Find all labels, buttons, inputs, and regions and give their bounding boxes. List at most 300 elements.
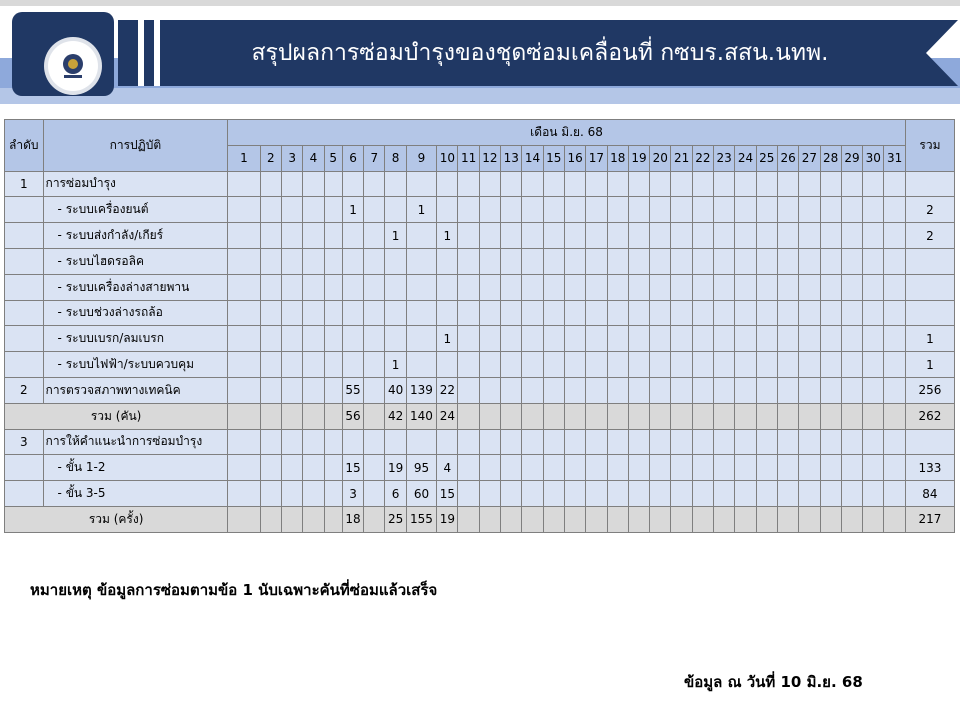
day-cell bbox=[564, 171, 585, 197]
day-cell bbox=[282, 326, 303, 352]
day-cell bbox=[501, 481, 522, 507]
day-cell bbox=[324, 481, 342, 507]
day-cell bbox=[324, 300, 342, 326]
day-cell bbox=[884, 455, 905, 481]
day-cell bbox=[628, 455, 649, 481]
day-cell bbox=[841, 481, 862, 507]
day-cell bbox=[714, 352, 735, 378]
day-cell bbox=[324, 377, 342, 403]
day-cell bbox=[282, 455, 303, 481]
day-cell bbox=[841, 300, 862, 326]
day-cell bbox=[735, 455, 756, 481]
day-cell bbox=[692, 197, 713, 223]
day-cell: 15 bbox=[342, 455, 363, 481]
day-cell: 6 bbox=[385, 481, 406, 507]
day-cell bbox=[228, 300, 260, 326]
row-total: 133 bbox=[905, 455, 954, 481]
day-cell bbox=[260, 300, 281, 326]
day-cell bbox=[777, 403, 798, 429]
day-cell bbox=[501, 377, 522, 403]
col-task-header: การปฏิบัติ bbox=[43, 120, 228, 172]
day-cell: 139 bbox=[406, 377, 436, 403]
footnote: หมายเหตุ ข้อมูลการซ่อมตามข้อ 1 นับเฉพาะคันที่ซ่อมแล้วเสร็จ bbox=[30, 581, 438, 599]
day-header: 8 bbox=[385, 145, 406, 171]
day-cell bbox=[650, 429, 671, 455]
day-cell bbox=[324, 506, 342, 532]
day-cell bbox=[501, 429, 522, 455]
day-cell bbox=[799, 326, 820, 352]
day-cell bbox=[522, 326, 543, 352]
day-cell bbox=[799, 403, 820, 429]
day-cell bbox=[324, 197, 342, 223]
day-cell bbox=[501, 300, 522, 326]
day-cell bbox=[714, 223, 735, 249]
day-cell bbox=[735, 171, 756, 197]
day-cell bbox=[406, 326, 436, 352]
day-cell bbox=[735, 481, 756, 507]
day-cell bbox=[228, 506, 260, 532]
day-cell bbox=[692, 455, 713, 481]
day-cell bbox=[884, 223, 905, 249]
day-cell bbox=[884, 429, 905, 455]
day-cell bbox=[522, 429, 543, 455]
total-row bbox=[5, 403, 955, 429]
day-cell bbox=[564, 403, 585, 429]
day-header: 4 bbox=[303, 145, 324, 171]
day-header: 17 bbox=[586, 145, 607, 171]
day-cell bbox=[564, 300, 585, 326]
day-cell: 15 bbox=[437, 481, 458, 507]
day-cell bbox=[628, 197, 649, 223]
day-cell bbox=[692, 506, 713, 532]
day-cell bbox=[863, 455, 884, 481]
day-header: 16 bbox=[564, 145, 585, 171]
day-cell bbox=[735, 352, 756, 378]
day-cell bbox=[820, 455, 841, 481]
day-cell bbox=[692, 403, 713, 429]
day-cell bbox=[671, 197, 692, 223]
day-cell bbox=[458, 481, 479, 507]
day-cell bbox=[260, 197, 281, 223]
day-cell bbox=[458, 403, 479, 429]
day-cell bbox=[820, 326, 841, 352]
day-cell bbox=[607, 274, 628, 300]
day-cell bbox=[586, 481, 607, 507]
day-cell bbox=[714, 197, 735, 223]
day-cell bbox=[777, 171, 798, 197]
table-row bbox=[5, 223, 955, 249]
day-cell bbox=[671, 429, 692, 455]
day-cell bbox=[501, 352, 522, 378]
day-cell bbox=[607, 481, 628, 507]
day-cell bbox=[671, 377, 692, 403]
day-cell bbox=[586, 429, 607, 455]
day-cell bbox=[714, 403, 735, 429]
day-cell bbox=[820, 352, 841, 378]
day-cell bbox=[303, 171, 324, 197]
day-cell bbox=[564, 326, 585, 352]
day-cell bbox=[260, 223, 281, 249]
row-task: - ระบบเครื่องยนต์ bbox=[43, 197, 228, 223]
row-total: 84 bbox=[905, 481, 954, 507]
day-cell bbox=[303, 352, 324, 378]
day-cell bbox=[303, 274, 324, 300]
day-cell bbox=[884, 377, 905, 403]
day-cell bbox=[543, 352, 564, 378]
day-cell bbox=[282, 300, 303, 326]
day-cell bbox=[364, 403, 385, 429]
day-cell bbox=[342, 326, 363, 352]
day-cell bbox=[692, 223, 713, 249]
day-cell bbox=[799, 248, 820, 274]
day-cell bbox=[671, 481, 692, 507]
day-cell: 155 bbox=[406, 506, 436, 532]
day-cell bbox=[543, 223, 564, 249]
page-title: สรุปผลการซ่อมบำรุงของชุดซ่อมเคลื่อนที่ กซบร.สสน.นทพ. bbox=[251, 40, 829, 66]
day-cell bbox=[756, 326, 777, 352]
table-row bbox=[5, 171, 955, 197]
day-cell bbox=[756, 300, 777, 326]
day-cell bbox=[437, 300, 458, 326]
day-cell bbox=[406, 248, 436, 274]
day-cell bbox=[260, 326, 281, 352]
day-cell bbox=[282, 377, 303, 403]
day-cell bbox=[364, 429, 385, 455]
day-cell bbox=[282, 403, 303, 429]
day-cell bbox=[543, 300, 564, 326]
day-cell bbox=[692, 377, 713, 403]
row-task: - ระบบส่งกำลัง/เกียร์ bbox=[43, 223, 228, 249]
day-cell bbox=[777, 326, 798, 352]
day-cell bbox=[458, 429, 479, 455]
day-cell bbox=[607, 352, 628, 378]
table-row bbox=[5, 481, 955, 507]
day-cell bbox=[324, 248, 342, 274]
day-cell bbox=[501, 506, 522, 532]
day-cell bbox=[628, 352, 649, 378]
day-cell bbox=[735, 429, 756, 455]
day-cell bbox=[841, 506, 862, 532]
day-header: 22 bbox=[692, 145, 713, 171]
day-cell bbox=[364, 326, 385, 352]
day-header: 6 bbox=[342, 145, 363, 171]
day-cell bbox=[671, 274, 692, 300]
day-cell bbox=[458, 223, 479, 249]
day-cell bbox=[437, 274, 458, 300]
day-cell bbox=[228, 248, 260, 274]
day-cell bbox=[501, 455, 522, 481]
day-cell bbox=[820, 300, 841, 326]
day-cell bbox=[586, 352, 607, 378]
row-order bbox=[5, 326, 44, 352]
day-cell bbox=[650, 274, 671, 300]
day-cell bbox=[628, 403, 649, 429]
day-cell bbox=[799, 300, 820, 326]
day-cell bbox=[607, 455, 628, 481]
day-cell bbox=[863, 274, 884, 300]
day-cell bbox=[228, 326, 260, 352]
day-cell bbox=[777, 377, 798, 403]
day-cell bbox=[607, 326, 628, 352]
day-cell bbox=[607, 248, 628, 274]
day-cell bbox=[522, 481, 543, 507]
col-month-header: เดือน มิ.ย. 68 bbox=[228, 120, 906, 146]
day-header: 9 bbox=[406, 145, 436, 171]
row-total bbox=[905, 248, 954, 274]
day-cell: 24 bbox=[437, 403, 458, 429]
day-cell bbox=[324, 455, 342, 481]
day-cell bbox=[406, 429, 436, 455]
day-cell bbox=[841, 248, 862, 274]
day-cell bbox=[607, 300, 628, 326]
day-cell bbox=[260, 377, 281, 403]
day-cell bbox=[607, 197, 628, 223]
day-cell bbox=[735, 274, 756, 300]
row-total: 2 bbox=[905, 197, 954, 223]
row-order bbox=[5, 248, 44, 274]
day-cell bbox=[564, 248, 585, 274]
day-header: 25 bbox=[756, 145, 777, 171]
day-cell bbox=[671, 300, 692, 326]
day-cell bbox=[884, 326, 905, 352]
day-cell bbox=[437, 171, 458, 197]
day-cell bbox=[884, 274, 905, 300]
day-cell bbox=[522, 197, 543, 223]
col-total-header: รวม bbox=[905, 120, 954, 172]
day-cell bbox=[650, 300, 671, 326]
day-cell bbox=[820, 248, 841, 274]
table-row bbox=[5, 326, 955, 352]
day-cell bbox=[650, 481, 671, 507]
table-row bbox=[5, 300, 955, 326]
day-cell bbox=[841, 352, 862, 378]
day-cell bbox=[564, 274, 585, 300]
day-cell bbox=[282, 197, 303, 223]
row-total bbox=[905, 429, 954, 455]
day-cell: 19 bbox=[385, 455, 406, 481]
day-cell bbox=[735, 197, 756, 223]
day-cell bbox=[692, 481, 713, 507]
row-total: 256 bbox=[905, 377, 954, 403]
day-cell bbox=[714, 274, 735, 300]
title-arrow-icon bbox=[918, 20, 958, 86]
maintenance-summary-table bbox=[4, 119, 955, 533]
row-task: การซ่อมบำรุง bbox=[43, 171, 228, 197]
table-row bbox=[5, 248, 955, 274]
day-cell bbox=[863, 248, 884, 274]
day-cell bbox=[756, 223, 777, 249]
day-cell bbox=[437, 429, 458, 455]
day-cell bbox=[260, 481, 281, 507]
day-cell bbox=[884, 403, 905, 429]
header-band-light bbox=[0, 88, 960, 104]
day-cell bbox=[543, 248, 564, 274]
row-task: การให้คำแนะนำการซ่อมบำรุง bbox=[43, 429, 228, 455]
day-cell bbox=[586, 248, 607, 274]
day-cell bbox=[479, 274, 500, 300]
day-cell bbox=[564, 455, 585, 481]
day-cell bbox=[543, 377, 564, 403]
day-cell bbox=[628, 481, 649, 507]
day-cell bbox=[692, 248, 713, 274]
day-header: 11 bbox=[458, 145, 479, 171]
day-cell bbox=[799, 223, 820, 249]
day-cell bbox=[799, 481, 820, 507]
row-task: การตรวจสภาพทางเทคนิค bbox=[43, 377, 228, 403]
table-row bbox=[5, 455, 955, 481]
day-header: 10 bbox=[437, 145, 458, 171]
day-cell bbox=[543, 403, 564, 429]
day-cell bbox=[479, 429, 500, 455]
day-header: 26 bbox=[777, 145, 798, 171]
day-header: 28 bbox=[820, 145, 841, 171]
day-cell bbox=[522, 455, 543, 481]
day-cell bbox=[884, 171, 905, 197]
day-cell bbox=[820, 197, 841, 223]
day-cell bbox=[303, 248, 324, 274]
day-cell bbox=[735, 377, 756, 403]
row-order bbox=[5, 197, 44, 223]
day-cell bbox=[364, 223, 385, 249]
day-cell bbox=[564, 506, 585, 532]
day-cell bbox=[342, 223, 363, 249]
day-cell bbox=[479, 455, 500, 481]
day-cell bbox=[342, 429, 363, 455]
day-cell bbox=[228, 429, 260, 455]
as-of-date: ข้อมูล ณ วันที่ 10 มิ.ย. 68 bbox=[684, 673, 863, 691]
row-task: - ระบบไฟฟ้า/ระบบควบคุม bbox=[43, 352, 228, 378]
day-cell bbox=[303, 326, 324, 352]
day-cell bbox=[564, 197, 585, 223]
day-cell bbox=[501, 223, 522, 249]
day-cell bbox=[777, 248, 798, 274]
day-cell bbox=[863, 171, 884, 197]
table-row bbox=[5, 377, 955, 403]
day-cell bbox=[756, 481, 777, 507]
day-cell bbox=[501, 274, 522, 300]
day-cell bbox=[303, 481, 324, 507]
day-cell bbox=[777, 274, 798, 300]
day-header: 2 bbox=[260, 145, 281, 171]
day-cell bbox=[458, 326, 479, 352]
day-header: 18 bbox=[607, 145, 628, 171]
total-row bbox=[5, 506, 955, 532]
day-cell bbox=[714, 377, 735, 403]
day-cell: 40 bbox=[385, 377, 406, 403]
day-cell bbox=[479, 171, 500, 197]
day-cell bbox=[479, 300, 500, 326]
day-cell bbox=[303, 403, 324, 429]
day-cell bbox=[324, 326, 342, 352]
day-cell bbox=[324, 223, 342, 249]
day-cell bbox=[303, 506, 324, 532]
day-cell bbox=[479, 352, 500, 378]
day-cell bbox=[628, 377, 649, 403]
day-cell: 60 bbox=[406, 481, 436, 507]
day-cell bbox=[650, 506, 671, 532]
day-cell bbox=[714, 171, 735, 197]
day-header: 27 bbox=[799, 145, 820, 171]
day-cell bbox=[564, 429, 585, 455]
day-cell bbox=[303, 377, 324, 403]
day-header: 29 bbox=[841, 145, 862, 171]
row-order bbox=[5, 223, 44, 249]
day-cell bbox=[799, 506, 820, 532]
day-cell bbox=[628, 274, 649, 300]
logo-frame bbox=[12, 12, 114, 96]
day-cell bbox=[692, 300, 713, 326]
day-cell bbox=[479, 377, 500, 403]
day-cell bbox=[479, 248, 500, 274]
row-task: - ระบบเบรก/ลมเบรก bbox=[43, 326, 228, 352]
day-cell bbox=[671, 248, 692, 274]
day-cell bbox=[799, 429, 820, 455]
day-cell: 1 bbox=[437, 326, 458, 352]
day-cell bbox=[820, 506, 841, 532]
day-cell bbox=[437, 248, 458, 274]
day-cell: 18 bbox=[342, 506, 363, 532]
day-cell bbox=[260, 171, 281, 197]
day-cell bbox=[777, 506, 798, 532]
day-cell: 1 bbox=[385, 352, 406, 378]
day-cell bbox=[841, 171, 862, 197]
day-cell bbox=[714, 506, 735, 532]
day-cell bbox=[437, 197, 458, 223]
day-cell bbox=[820, 403, 841, 429]
day-cell bbox=[342, 300, 363, 326]
day-cell bbox=[735, 300, 756, 326]
row-order bbox=[5, 352, 44, 378]
day-cell bbox=[303, 223, 324, 249]
day-cell bbox=[364, 197, 385, 223]
day-cell bbox=[228, 403, 260, 429]
day-cell bbox=[364, 171, 385, 197]
day-cell bbox=[342, 352, 363, 378]
day-cell: 1 bbox=[342, 197, 363, 223]
day-header: 3 bbox=[282, 145, 303, 171]
day-cell bbox=[756, 506, 777, 532]
day-cell bbox=[364, 248, 385, 274]
day-cell bbox=[735, 223, 756, 249]
day-cell bbox=[863, 326, 884, 352]
day-header: 24 bbox=[735, 145, 756, 171]
day-cell bbox=[324, 274, 342, 300]
day-cell bbox=[799, 352, 820, 378]
day-cell bbox=[820, 481, 841, 507]
day-cell bbox=[364, 300, 385, 326]
day-cell bbox=[650, 248, 671, 274]
day-cell bbox=[714, 300, 735, 326]
day-cell: 56 bbox=[342, 403, 363, 429]
day-cell bbox=[777, 429, 798, 455]
day-cell bbox=[364, 352, 385, 378]
row-task: - ขั้น 1-2 bbox=[43, 455, 228, 481]
day-cell bbox=[522, 506, 543, 532]
day-cell bbox=[628, 506, 649, 532]
day-cell bbox=[406, 274, 436, 300]
day-header: 5 bbox=[324, 145, 342, 171]
day-cell bbox=[714, 481, 735, 507]
day-cell bbox=[303, 197, 324, 223]
day-cell bbox=[650, 171, 671, 197]
day-cell bbox=[522, 171, 543, 197]
day-cell bbox=[586, 300, 607, 326]
day-cell bbox=[522, 300, 543, 326]
day-cell bbox=[458, 171, 479, 197]
day-cell bbox=[228, 455, 260, 481]
day-cell bbox=[228, 171, 260, 197]
day-cell bbox=[884, 248, 905, 274]
